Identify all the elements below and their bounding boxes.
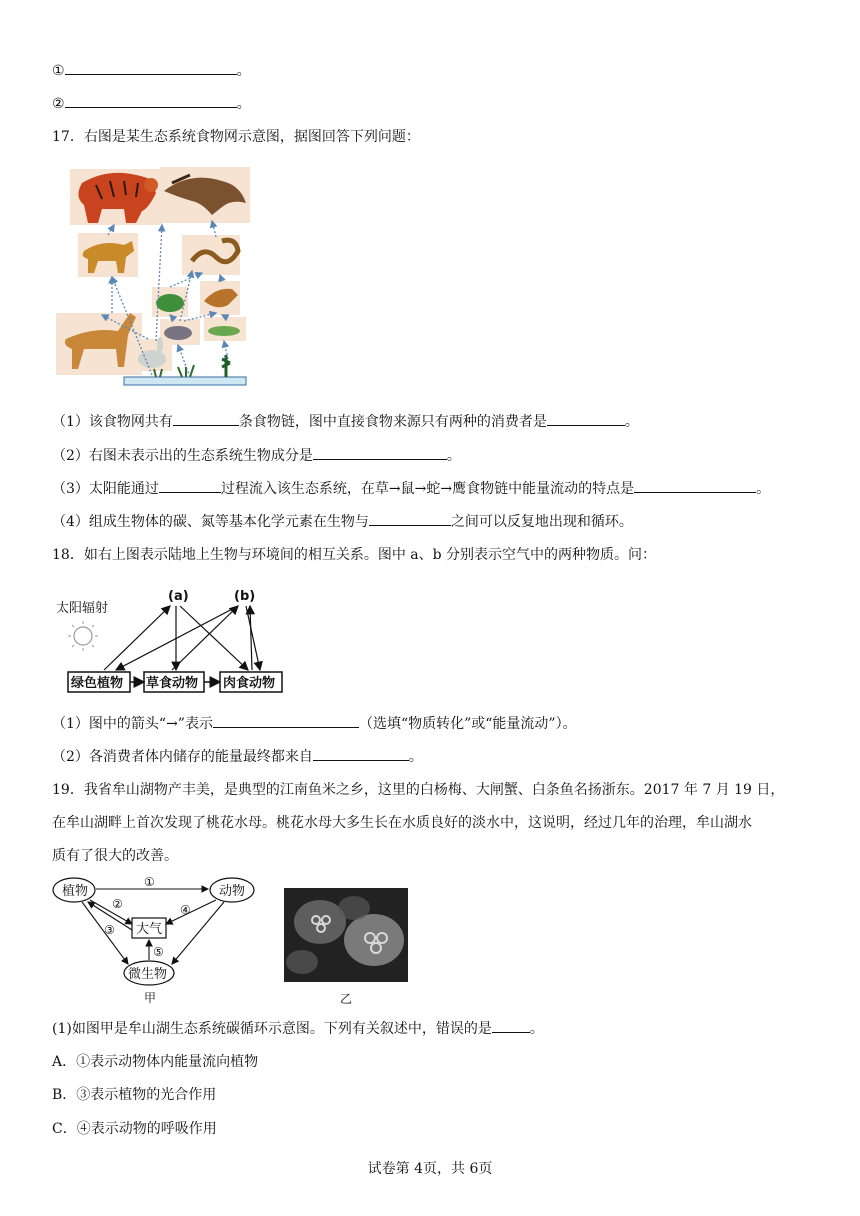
- question-19-stem-line3: 质有了很大的改善。: [52, 848, 178, 864]
- q18-part1: （1）图中的箭头“→”表示 （选填“物质转化”或“能量流动”）。: [52, 713, 577, 734]
- punct: 。: [236, 63, 251, 79]
- sun-radiation-label: 太阳辐射: [56, 601, 109, 616]
- answer-blank[interactable]: [547, 411, 625, 426]
- label-b: (b): [234, 589, 256, 604]
- sun-icon: [68, 621, 98, 651]
- arrow-label-5: ⑤: [153, 945, 164, 959]
- q17-part4: （4）组成生物体的碳、氮等基本化学元素在生物与 之间可以反复地出现和循环。: [52, 511, 633, 532]
- answer-blank[interactable]: [65, 93, 237, 108]
- answer-blank[interactable]: [313, 746, 409, 761]
- answer-blank[interactable]: [369, 511, 451, 526]
- question-17-stem: 17．右图是某生态系统食物网示意图，据图回答下列问题：: [52, 129, 420, 145]
- label-a: (a): [168, 589, 189, 604]
- ecosystem-relation-diagram: [52, 580, 292, 696]
- page-footer: 试卷第 4页，共 6页: [367, 1161, 493, 1177]
- arrow-label-2: ②: [112, 897, 123, 911]
- green-plant-box: 绿色植物: [71, 676, 124, 691]
- answer-blank[interactable]: [173, 411, 239, 426]
- q17-part1: （1）该食物网共有 条食物链，图中直接食物来源只有两种的消费者是 。: [52, 411, 639, 432]
- answer-blank[interactable]: [213, 713, 359, 728]
- answer-blank[interactable]: [634, 478, 756, 493]
- question-19-stem-line1: 19．我省牟山湖物产丰美，是典型的江南鱼米之乡，这里的白杨梅、大闸蟹、白条鱼名扬浙东。2017 年 7 月 19 日，: [52, 782, 785, 798]
- answer-blank[interactable]: [313, 445, 447, 460]
- answer-blank[interactable]: [159, 478, 221, 493]
- q17-part2: （2）右图未表示出的生态系统生物成分是 。: [52, 445, 461, 466]
- carbon-cycle-diagram: [52, 874, 262, 1006]
- option-a[interactable]: A．①表示动物体内能量流向植物: [52, 1054, 259, 1070]
- answer-line-2: [52, 93, 251, 114]
- caption-jia: 甲: [144, 991, 157, 1005]
- item-marker: ②: [52, 96, 65, 112]
- air-node: 大气: [136, 922, 163, 937]
- q18-part2: （2）各消费者体内储存的能量最终都来自 。: [52, 746, 423, 767]
- jellyfish-photo: [284, 888, 408, 982]
- herbivore-box: 草食动物: [146, 676, 199, 691]
- food-web-figure: [52, 163, 252, 391]
- question-19-stem-line2: 在牟山湖畔上首次发现了桃花水母。桃花水母大多生长在水质良好的淡水中，这说明，经过几年的治理，牟山湖水: [52, 815, 752, 831]
- question-18-stem: 18．如右上图表示陆地上生物与环境间的相互关系。图中 a、b 分别表示空气中的两种物质。问：: [52, 547, 657, 563]
- microbe-node: 微生物: [128, 967, 168, 982]
- caption-yi: 乙: [340, 992, 353, 1006]
- plant-node: 植物: [62, 884, 89, 899]
- answer-blank[interactable]: [492, 1018, 530, 1033]
- q19-part1: (1)如图甲是牟山湖生态系统碳循环示意图。下列有关叙述中，错误的是 。: [52, 1018, 544, 1039]
- arrow-label-3: ③: [104, 923, 115, 937]
- answer-blank[interactable]: [65, 60, 237, 75]
- arrow-label-1: ①: [144, 875, 155, 889]
- option-c[interactable]: C．④表示动物的呼吸作用: [52, 1121, 217, 1137]
- food-web-illustration: [52, 163, 252, 391]
- option-b[interactable]: B．③表示植物的光合作用: [52, 1087, 217, 1103]
- animal-node: 动物: [219, 884, 246, 899]
- arrow-label-4: ④: [180, 903, 191, 917]
- q17-part3: （3）太阳能通过 过程流入该生态系统，在草→鼠→蛇→鹰食物链中能量流动的特点是 。: [52, 478, 770, 499]
- item-marker: ①: [52, 63, 65, 79]
- answer-line-1: [52, 60, 251, 81]
- punct: 。: [236, 96, 251, 112]
- carnivore-box: 肉食动物: [223, 676, 276, 691]
